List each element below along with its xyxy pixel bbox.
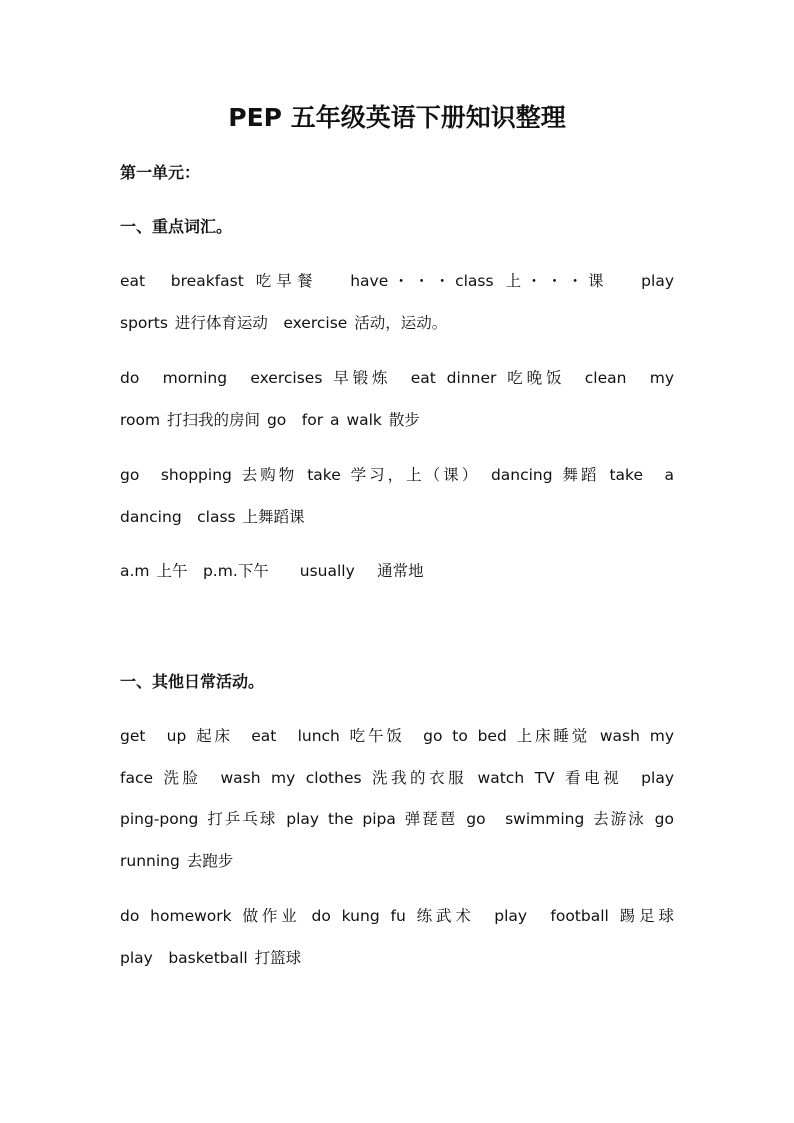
document-title: PEP 五年级英语下册知识整理 bbox=[228, 103, 566, 132]
text-line: play basketball 打篮球 bbox=[120, 948, 302, 967]
activities-paragraph-2 bbox=[120, 896, 674, 979]
text-line: running 去跑步 bbox=[120, 851, 234, 870]
text-line: do morning exercises 早锻炼 eat dinner 吃晚饭 clean my bbox=[120, 369, 674, 387]
text-line: a.m 上午 p.m.下午 usually 通常地 bbox=[120, 562, 424, 580]
text-line: room 打扫我的房间 go for a walk 散步 bbox=[120, 410, 420, 429]
vocab-paragraph-1 bbox=[120, 261, 674, 344]
text-line: sports 进行体育运动 exercise 活动，运动。 bbox=[120, 313, 448, 332]
vocab-paragraph-4 bbox=[120, 551, 674, 593]
text-line: go shopping 去购物 take 学习，上（课） dancing 舞蹈 take a bbox=[120, 466, 674, 484]
vocab-paragraph-3 bbox=[120, 455, 674, 538]
unit-heading: 第一单元： bbox=[120, 163, 201, 182]
activities-paragraph-1 bbox=[120, 716, 674, 882]
text-line: do homework 做作业 do kung fu 练武术 play football 踢足球 bbox=[120, 907, 674, 925]
text-line: dancing class 上舞蹈课 bbox=[120, 507, 305, 526]
text-line: get up 起床 eat lunch 吃午饭 go to bed 上床睡觉 wash my bbox=[120, 727, 674, 745]
text-line: face 洗脸 wash my clothes 洗我的衣服 watch TV 看电视 play bbox=[120, 768, 674, 787]
vocab-paragraph-2 bbox=[120, 358, 674, 441]
text-line: ping-pong 打乒乓球 play the pipa 弹琵琶 go swimming 去游泳 go bbox=[120, 810, 674, 828]
text-line: eat breakfast 吃早餐 have・・・class 上・・・课 play bbox=[120, 272, 674, 290]
vocab-heading: 一、重点词汇。 bbox=[120, 217, 233, 236]
activities-heading: 一、其他日常活动。 bbox=[120, 672, 265, 691]
